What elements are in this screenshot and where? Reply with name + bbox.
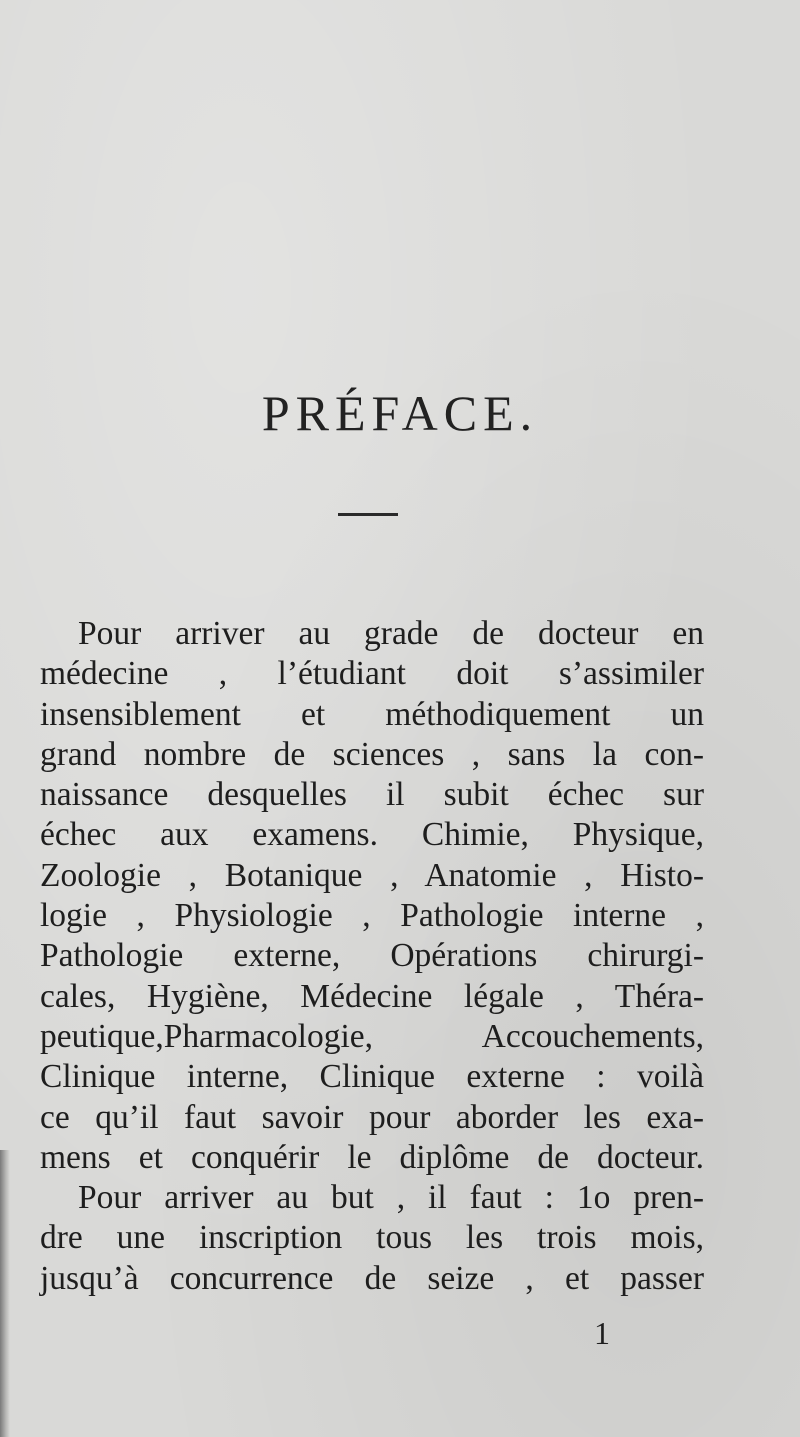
text-line: cales, Hygiène, Médecine légale , Théra- xyxy=(40,977,704,1015)
text-line: Zoologie , Botanique , Anatomie , Histo- xyxy=(40,856,704,894)
text-line: Pour arriver au grade de docteur en xyxy=(78,615,704,652)
text-line: grand nombre de sciences , sans la con- xyxy=(40,735,704,773)
text-line: mens et conquérir le diplôme de docteur. xyxy=(40,1138,704,1176)
text-line: médecine , l’étudiant doit s’assimiler xyxy=(40,655,704,693)
text-line: Clinique interne, Clinique externe : voilà xyxy=(40,1058,704,1096)
text-line: échec aux examens. Chimie, Physique, xyxy=(40,816,704,854)
text-line: peutique,Pharmacologie, Accouchements, xyxy=(40,1017,704,1055)
page-edge-shadow xyxy=(0,1150,10,1437)
text-line: logie , Physiologie , Pathologie interne , xyxy=(40,897,704,935)
text-line: Pour arriver au but , il faut : 1o pren- xyxy=(78,1179,704,1217)
preface-body xyxy=(40,614,704,1299)
page-number: 1 xyxy=(594,1315,610,1351)
text-line: dre une inscription tous les trois mois, xyxy=(40,1219,704,1257)
text-line: Pathologie externe, Opérations chirurgi- xyxy=(40,937,704,975)
text-line: naissance desquelles il subit échec sur xyxy=(40,776,704,814)
page-title: PRÉFACE. xyxy=(261,385,539,441)
text-line: ce qu’il faut savoir pour aborder les exa- xyxy=(40,1098,704,1136)
title-separator-rule xyxy=(338,513,398,516)
text-line: jusqu’à concurrence de seize , et passer xyxy=(40,1259,704,1297)
text-line: insensiblement et méthodiquement un xyxy=(40,695,704,733)
